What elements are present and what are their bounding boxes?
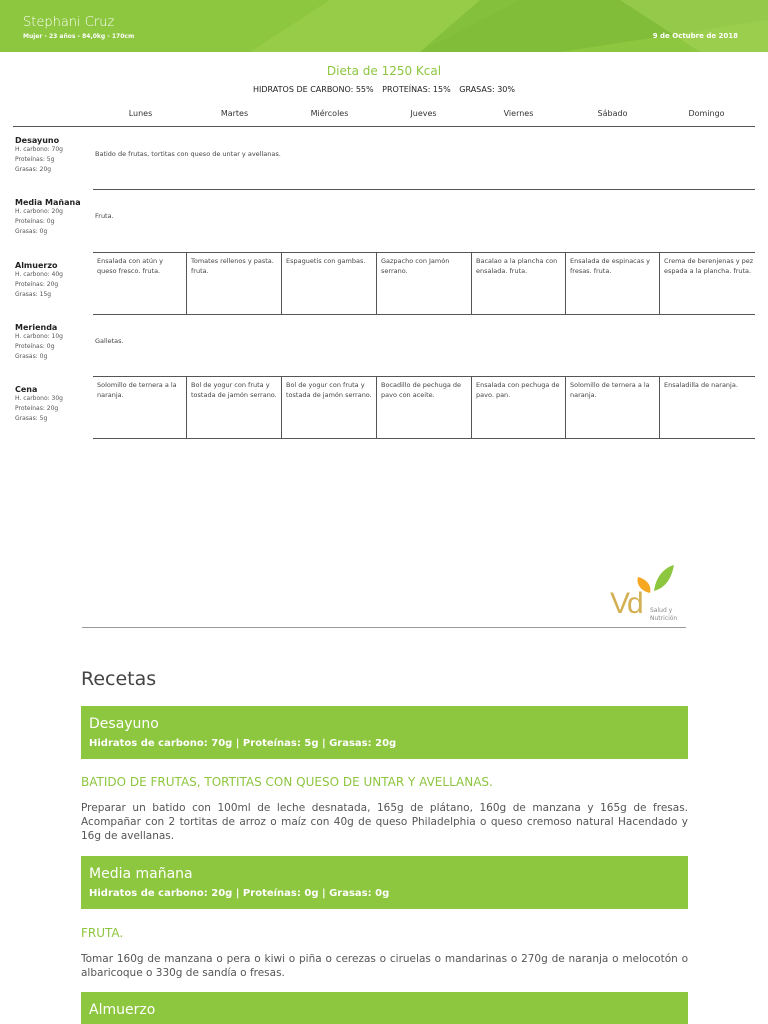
day-label: Sábado xyxy=(597,109,628,118)
table-divider xyxy=(186,376,187,438)
meal-macro: Proteínas: 0g xyxy=(15,343,55,350)
recipe-meal-macros: Hidratos de carbono: 70g | Proteínas: 5g | Grasas: 20g xyxy=(89,738,397,749)
meal-cell: Bol de yogur con fruta y tostada de jamón serrano. xyxy=(191,381,277,399)
recipe-meal-macros: Hidratos de carbono: 20g | Proteínas: 0g | Grasas: 0g xyxy=(89,888,390,899)
patient-meta: Mujer - 23 años - 84,0kg - 170cm xyxy=(23,33,135,40)
recipe-meal-name: Desayuno xyxy=(89,716,159,732)
meal-macro: Grasas: 0g xyxy=(15,228,48,235)
header-banner xyxy=(0,0,768,52)
table-rule xyxy=(13,126,755,127)
meal-cell: Solomillo de ternera a la naranja. xyxy=(97,381,177,399)
meal-name: Almuerzo xyxy=(15,261,58,270)
meal-macro: Grasas: 15g xyxy=(15,291,52,298)
meal-cell: Ensalada de espinacas y fresas. fruta. xyxy=(570,257,651,275)
recipe-header-desayuno xyxy=(81,706,688,759)
meal-almuerzo xyxy=(15,261,63,300)
meal-name: Merienda xyxy=(15,323,58,332)
table-divider xyxy=(281,252,282,314)
meal-cell: Gazpacho con Jamón serrano. xyxy=(381,257,450,275)
meal-media-manana xyxy=(15,198,81,237)
meal-cell: Bacalao a la plancha con ensalada. fruta. xyxy=(476,257,558,275)
meal-cell: Espaguetis con gambas. xyxy=(286,257,366,265)
meal-name: Desayuno xyxy=(15,136,60,145)
table-divider xyxy=(659,376,660,438)
meal-cell: Galletas. xyxy=(95,337,124,345)
meal-macro: H. carbono: 20g xyxy=(15,208,63,215)
meal-cell: Ensaladilla de naranja. xyxy=(664,381,738,389)
table-divider xyxy=(281,376,282,438)
table-rule xyxy=(93,314,755,315)
banner-decoration xyxy=(0,0,768,52)
meal-cell: Bocadillo de pechuga de pavo con aceite. xyxy=(381,381,462,399)
recetas-title: Recetas xyxy=(81,668,157,690)
day-label: Lunes xyxy=(128,109,153,118)
meal-cell: Solomillo de ternera a la naranja. xyxy=(570,381,650,399)
recipe-header-almuerzo xyxy=(81,992,688,1024)
meal-macro: H. carbono: 30g xyxy=(15,395,63,402)
plan-date: 9 de Octubre de 2018 xyxy=(652,32,738,40)
meal-cell: Ensalada con pechuga de pavo. pan. xyxy=(476,381,560,399)
meal-macro: Proteínas: 20g xyxy=(15,281,59,288)
logo-letters: Vd xyxy=(610,587,641,620)
meal-cell: Tomates rellenos y pasta. fruta. xyxy=(191,257,274,275)
meal-name: Cena xyxy=(15,385,38,394)
recipe-meal-name: Almuerzo xyxy=(89,1002,156,1018)
table-divider xyxy=(565,252,566,314)
macro-fat: GRASAS: 30% xyxy=(459,85,515,94)
logo-line1: Salud y xyxy=(650,607,673,614)
meal-macro: Proteínas: 5g xyxy=(15,156,55,163)
diet-macros xyxy=(0,85,768,94)
recipe-dish-title: FRUTA. xyxy=(81,926,124,940)
table-rule xyxy=(93,438,755,439)
table-rule xyxy=(93,252,755,253)
table-rule xyxy=(93,189,755,190)
meal-macro: H. carbono: 40g xyxy=(15,271,63,278)
meal-cell: Crema de berenjenas y pez espada a la plancha. fruta. xyxy=(664,257,754,275)
meal-cell: Batido de frutas, tortitas con queso de untar y avellanas. xyxy=(95,150,281,158)
logo-line2: Nutrición xyxy=(650,615,678,622)
meal-desayuno xyxy=(15,136,63,175)
meal-macro: Grasas: 20g xyxy=(15,166,52,173)
meal-name: Media Mañana xyxy=(15,198,81,207)
meal-macro: Grasas: 0g xyxy=(15,353,48,360)
macro-protein: PROTEÍNAS: 15% xyxy=(382,85,451,94)
macro-carbs: HIDRATOS DE CARBONO: 55% xyxy=(253,85,374,94)
table-divider xyxy=(565,376,566,438)
recipe-text: Tomar 160g de manzana o pera o kiwi o piña o cerezas o ciruelas o mandarinas o 270g de naranja o melocotón o albaricoque o 330g de sandía o fresas. xyxy=(81,953,688,979)
table-divider xyxy=(659,252,660,314)
recipe-dish-title: BATIDO DE FRUTAS, TORTITAS CON QUESO DE UNTAR Y AVELLANAS. xyxy=(81,775,493,789)
day-label: Miércoles xyxy=(310,109,349,118)
recipe-text: Preparar un batido con 100ml de leche desnatada, 165g de plátano, 160g de manzana y 165g de fresas. Acompañar con 2 tortitas de arroz o maíz con 40g de queso Philadelphia o queso cremoso natural Hacendado y 16g de avellanas. xyxy=(81,802,688,842)
meal-macro: Proteínas: 20g xyxy=(15,405,59,412)
meal-cena xyxy=(15,385,63,424)
meal-merienda xyxy=(15,323,63,362)
table-divider xyxy=(376,252,377,314)
meal-cell: Bol de yogur con fruta y tostada de jamón serrano. xyxy=(286,381,372,399)
section-divider xyxy=(82,627,686,628)
day-label: Jueves xyxy=(410,109,437,118)
days-header xyxy=(93,109,755,123)
day-label: Martes xyxy=(220,109,249,118)
recipe-meal-name: Media mañana xyxy=(89,866,193,882)
table-rule xyxy=(93,376,755,377)
table-divider xyxy=(471,252,472,314)
recipe-header-media-manana xyxy=(81,856,688,909)
table-divider xyxy=(471,376,472,438)
diet-title: Dieta de 1250 Kcal xyxy=(326,64,442,78)
table-divider xyxy=(376,376,377,438)
meal-cell: Fruta. xyxy=(95,212,114,220)
patient-name: Stephani Cruz xyxy=(23,15,115,30)
meal-cell: Ensalada con atún y queso fresco. fruta. xyxy=(97,257,163,275)
meal-macro: H. carbono: 70g xyxy=(15,146,63,153)
meal-macro: Proteínas: 0g xyxy=(15,218,55,225)
brand-logo xyxy=(610,563,690,627)
meal-macro: H. carbono: 10g xyxy=(15,333,63,340)
meal-macro: Grasas: 5g xyxy=(15,415,48,422)
day-label: Domingo xyxy=(688,109,725,118)
table-divider xyxy=(186,252,187,314)
day-label: Viernes xyxy=(503,109,534,118)
